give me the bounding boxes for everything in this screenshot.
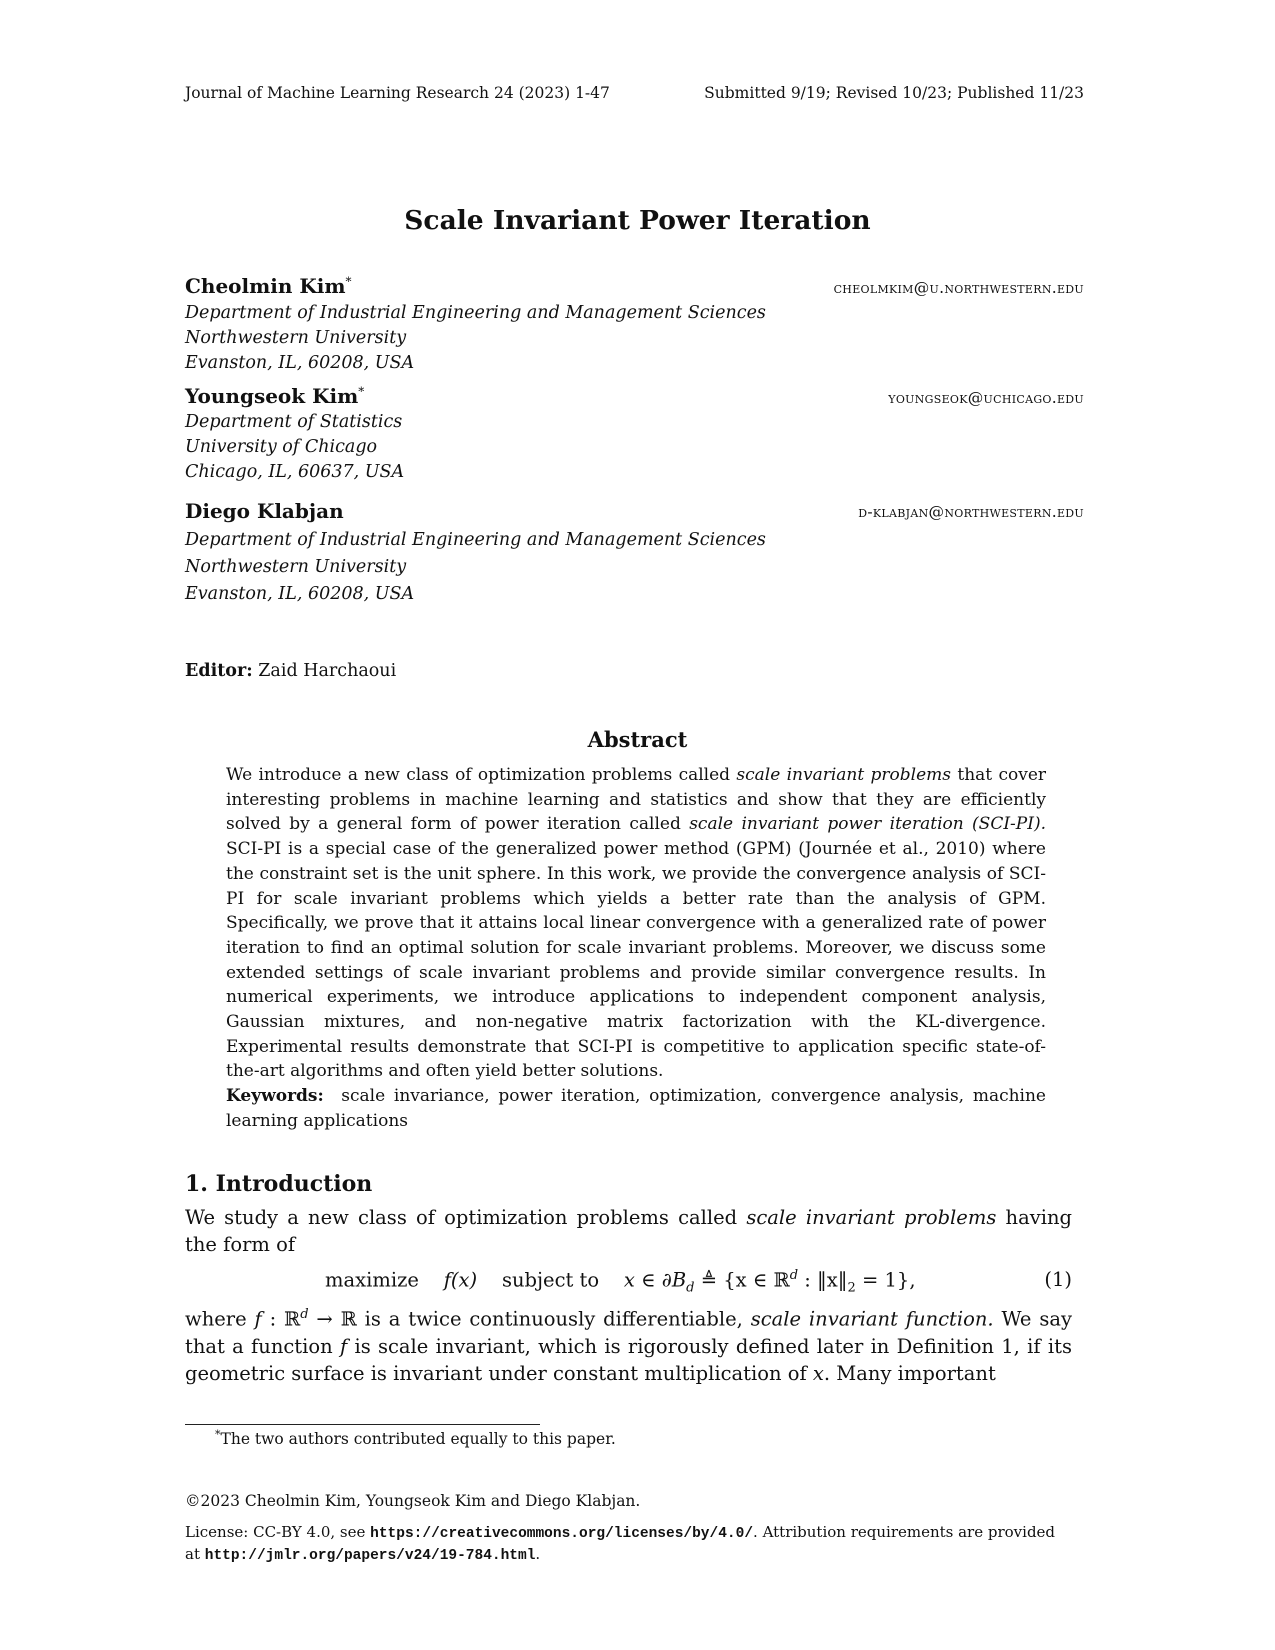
affiliation-line: Department of Statistics [185, 412, 403, 432]
affiliation-line: University of Chicago [185, 437, 378, 457]
section-heading-introduction: 1. Introduction [185, 1171, 373, 1197]
paper-link[interactable]: http://jmlr.org/papers/v24/19-784.html [204, 1548, 536, 1564]
intro-lead-paragraph: We study a new class of optimization problems called scale invariant problems having the form of [185, 1206, 1073, 1256]
keywords [226, 1084, 1046, 1133]
license-link[interactable]: https://creativecommons.org/licenses/by/4.0/ [370, 1526, 754, 1542]
author-affiliation-2 [185, 410, 404, 485]
affiliation-line: Evanston, IL, 60208, USA [185, 353, 415, 373]
affiliation-line: Evanston, IL, 60208, USA [185, 584, 415, 604]
intro-paragraph: where f : ℝ$^d$ → ℝ is a twice continuously differentiable, scale invariant function. We say that a function f is scale invariant, which is rigorously defined later in Definition 1, if its geometric surface is invariant under constant multiplication of x. Many important [185, 1307, 1072, 1385]
journal-header: Journal of Machine Learning Research 24 (2023) 1-47 [185, 84, 610, 102]
keywords-label: Keywords: [226, 1086, 324, 1107]
author-affiliation-3 [185, 527, 766, 608]
abstract-heading: Abstract [587, 727, 688, 752]
equation-number: (1) [1044, 1268, 1072, 1291]
author-footnote-mark-1: * [345, 274, 352, 289]
footnote-rule [185, 1424, 540, 1425]
copyright-notice: ©2023 Cheolmin Kim, Youngseok Kim and Diego Klabjan. [185, 1492, 641, 1510]
author-footnote-mark-2: * [358, 384, 365, 399]
footnote [215, 1428, 616, 1448]
affiliation-line: Department of Industrial Engineering and Management Sciences [185, 303, 766, 323]
editor-name: Zaid Harchaoui [258, 661, 397, 681]
author-email-2[interactable]: youngseok@uchicago.edu [888, 389, 1084, 407]
submission-dates: Submitted 9/19; Revised 10/23; Published 11/23 [704, 84, 1084, 102]
equation-body: maximize f(x) subject to x ∈ $\partial B_d$ ≜ {x ∈ ℝ$^d$ : $‖x‖_2 = 1$}, [325, 1268, 916, 1296]
keywords-list: scale invariance, power iteration, optimization, convergence analysis, machine learning applications [226, 1086, 1046, 1131]
author-affiliation-1 [185, 301, 766, 376]
editor-line [185, 661, 396, 681]
affiliation-line: Northwestern University [185, 557, 407, 577]
license-notice: License: CC-BY 4.0, see https://creativecommons.org/licenses/by/4.0/. Attribution requirements are provided at http://jmlr.org/papers/v24/19-784.html. [185, 1523, 1056, 1564]
footnote-text: The two authors contributed equally to this paper. [220, 1430, 616, 1449]
abstract-body [226, 763, 1046, 1134]
affiliation-line: Chicago, IL, 60637, USA [185, 462, 405, 482]
author-name-2: Youngseok Kim* [185, 384, 365, 408]
affiliation-line: Department of Industrial Engineering and Management Sciences [185, 530, 766, 550]
author-name-1: Cheolmin Kim* [185, 274, 352, 298]
author-name-3: Diego Klabjan [185, 499, 344, 523]
affiliation-line: Northwestern University [185, 328, 407, 348]
author-email-1[interactable]: cheolmkim@u.northwestern.edu [833, 279, 1084, 297]
author-email-3[interactable]: d-klabjan@northwestern.edu [858, 503, 1084, 521]
equation-1 [185, 1268, 1072, 1298]
abstract-text: We introduce a new class of optimization problems called scale invariant problems that cover interesting problems in machine learning and statistics and show that they are efficiently solved by a general form of power iteration called scale invariant power iteration (SCI-PI). SCI-PI is a special case of the generalized power method (GPM) (Journée et al., 2010) where the constraint set is the unit sphere. In this work, we provide the convergence analysis of SCI-PI for scale invariant problems which yields a better rate than the analysis of GPM. Specifically, we prove that it attains local linear convergence with a generalized rate of power iteration to find an optimal solution for scale invariant problems. Moreover, we discuss some extended settings of scale invariant problems and provide similar convergence results. In numerical experiments, we introduce applications to independent component analysis, Gaussian mixtures, and non-negative matrix factorization with the KL-divergence. Experimental results demonstrate that SCI-PI is competitive to application specific state-of-the-art algorithms and often yield better solutions. [226, 765, 1047, 1082]
editor-label: Editor: [185, 661, 253, 681]
footnote-mark: * [215, 1428, 221, 1441]
paper-title: Scale Invariant Power Iteration [404, 205, 871, 236]
